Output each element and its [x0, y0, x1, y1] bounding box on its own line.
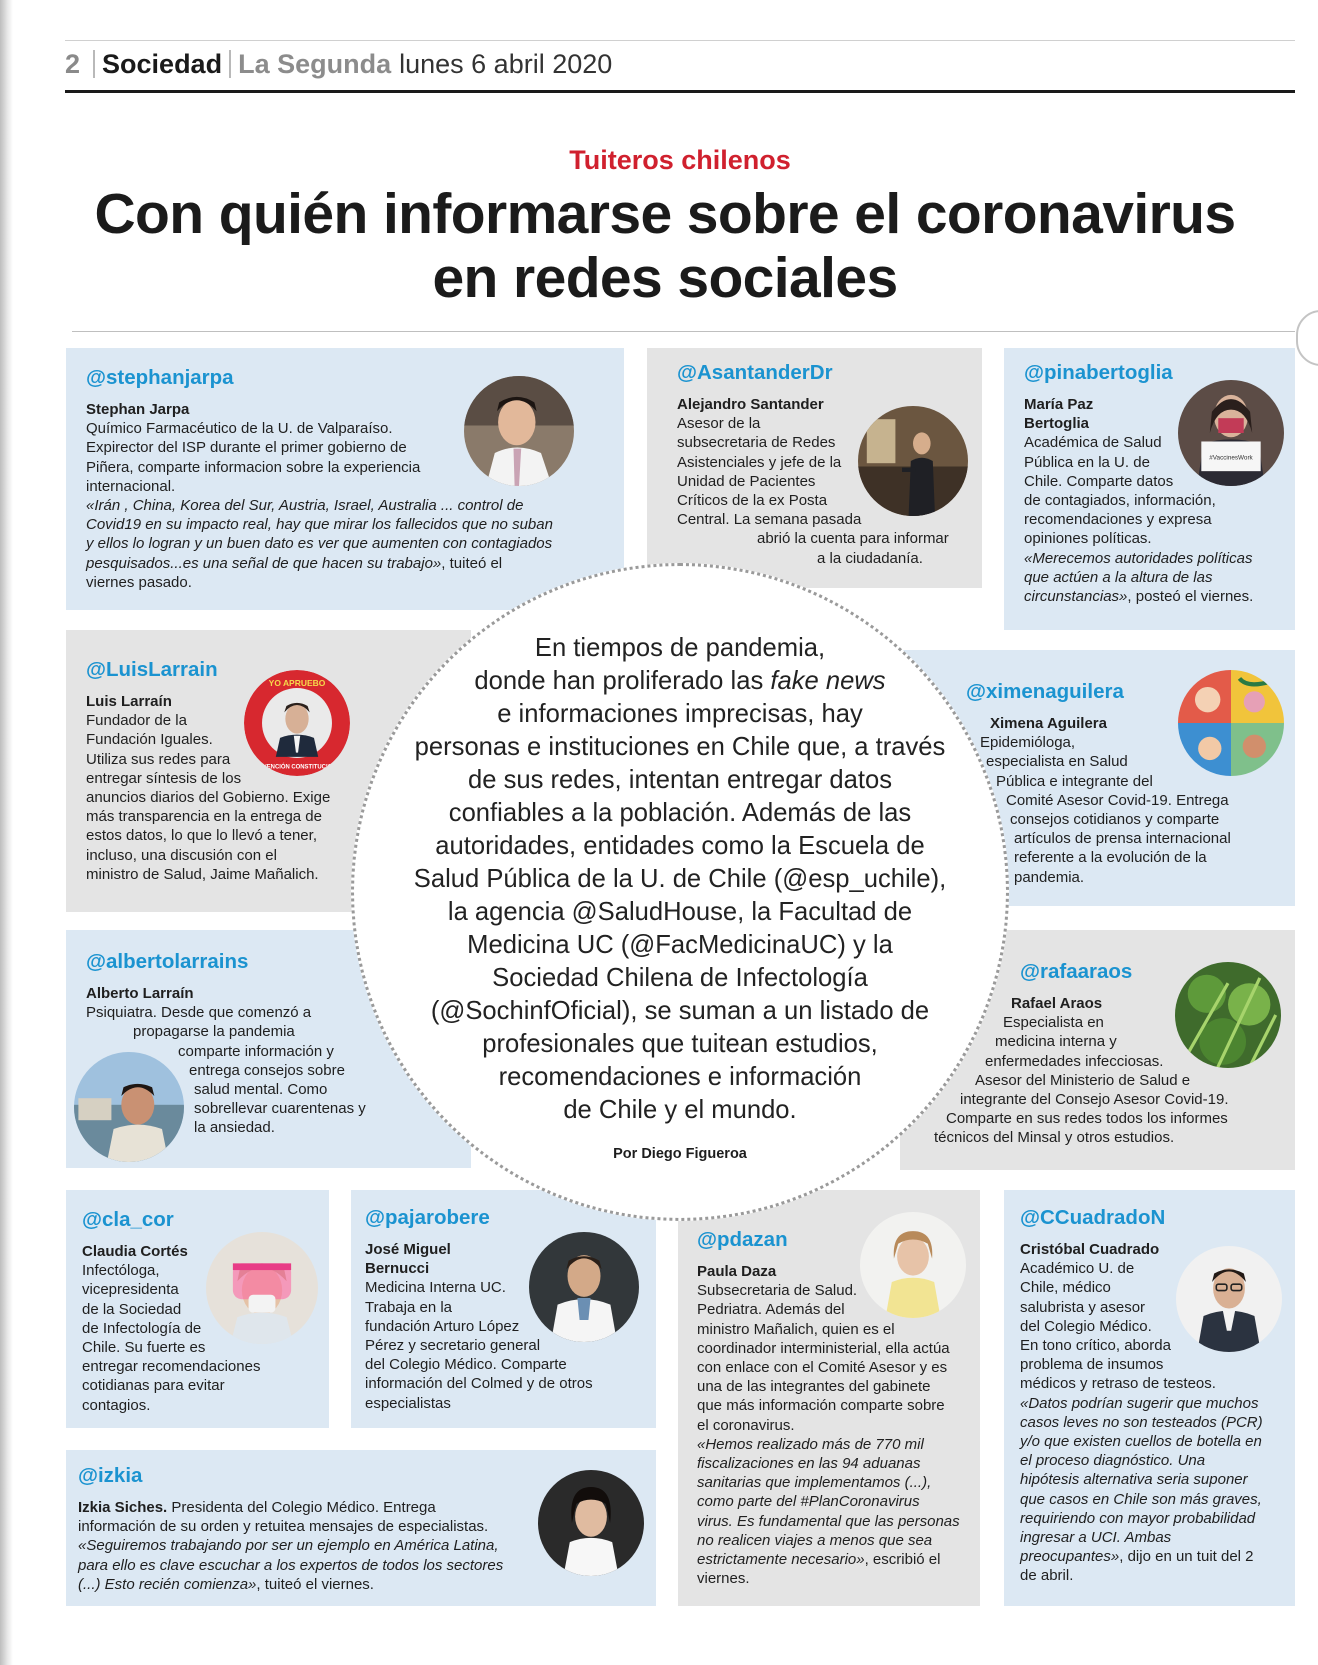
bio-line: pandemia. — [1014, 868, 1085, 886]
bio-line: enfermedades infecciosas. — [985, 1052, 1164, 1070]
quote-line: que actúen a la altura de las — [1024, 568, 1213, 586]
bio-line: Presidenta del Colegio Médico. Entrega — [167, 1499, 436, 1516]
bio-line: referente a la evolución de la — [1014, 849, 1207, 867]
headline-rule — [72, 331, 1295, 332]
bio-line: integrante del Consejo Asesor Covid-19. — [960, 1091, 1229, 1109]
bio-line: Pública e integrante del — [996, 772, 1153, 790]
avatar-pinabertoglia — [1178, 380, 1284, 486]
quote-line: virus. Es fundamental que las personas — [697, 1512, 960, 1530]
avatar-stephanjarpa — [464, 376, 574, 486]
avatar-albertolarrain — [74, 1052, 184, 1162]
intro-line: de sus redes, intentan entregar datos — [468, 766, 892, 794]
twitter-handle[interactable]: @ximenaguilera — [966, 680, 1124, 703]
profile-card-clacor — [66, 1190, 329, 1428]
bio-line: cotidianas para evitar — [82, 1377, 225, 1395]
person-name: Bernucci — [365, 1260, 430, 1278]
bio-line: Académica de Salud — [1024, 434, 1162, 452]
bio-line: Pérez y secretario general — [365, 1337, 541, 1355]
bio-line: Chile. Comparte datos — [1024, 472, 1174, 490]
avatar-luislarrain — [244, 670, 350, 776]
section-name: Sociedad — [102, 48, 223, 79]
quote-line: «Seguiremos trabajando por ser un ejemplo en América Latina, — [78, 1537, 499, 1555]
quote-attribution: , tuiteó el — [441, 554, 503, 572]
bio-line: Utiliza sus redes para — [86, 750, 231, 768]
profile-card-pajarobere — [351, 1190, 656, 1428]
twitter-handle[interactable]: @LuisLarrain — [86, 658, 218, 681]
bio-line: Químico Farmacéutico de la U. de Valparaíso. — [86, 420, 393, 438]
bio-line: entregar síntesis de los — [86, 769, 242, 787]
quote-line: fiscalizaciones en las 94 aduanas — [697, 1455, 921, 1473]
intro-line: confiables a la población. Además de las — [448, 799, 912, 827]
bio-line: más transparencia en la entrega de — [86, 808, 322, 826]
person-name: Cristóbal Cuadrado — [1020, 1241, 1160, 1258]
twitter-handle[interactable]: @pajarobere — [365, 1206, 490, 1229]
person-name: María Paz — [1024, 396, 1094, 413]
quote-line: preocupantes» — [1020, 1548, 1120, 1566]
bio-line: del Colegio Médico. — [1020, 1317, 1152, 1335]
quote-line: Covid19 en su impacto real, hay que mirar los fallecidos que no suban — [86, 516, 553, 534]
profile-card-stephanjarpa — [66, 348, 624, 610]
bio-line: ministro Mañalich, quien es el — [697, 1320, 895, 1338]
person-name: José Miguel — [365, 1241, 451, 1258]
bio-line: la ansiedad. — [194, 1119, 275, 1137]
profile-card-pdazan — [678, 1190, 980, 1606]
intro-line: Sociedad Chilena de Infectología — [492, 964, 868, 992]
twitter-handle[interactable]: @izkia — [78, 1464, 143, 1487]
quote-line: que casos en Chile son más graves, — [1020, 1490, 1262, 1508]
avatar-ximenaaguilera — [1178, 670, 1284, 776]
bio-line: medicina interna y — [995, 1033, 1117, 1051]
quote-line: y ellos lo logran y un buen dato es ver que aumenten con contagiados — [86, 535, 553, 553]
page-number: 2 — [65, 48, 81, 79]
quote-line: requiriendo con mayor probabilidad — [1020, 1509, 1256, 1527]
twitter-handle[interactable]: @stephanjarpa — [86, 366, 234, 389]
bio-line: especialista en Salud — [986, 753, 1128, 771]
twitter-handle[interactable]: @CCuadradoN — [1020, 1206, 1166, 1229]
intro-line: En tiempos de pandemia, — [534, 634, 826, 662]
bio-line: estos datos, lo que lo llevó a tener, — [86, 827, 317, 845]
avatar-asantander — [858, 406, 968, 516]
person-name: Stephan Jarpa — [86, 401, 190, 418]
newspaper-name: La Segunda — [238, 48, 392, 79]
bio-line: problema de insumos — [1020, 1356, 1164, 1374]
bio-line: una de las integrantes del gabinete — [697, 1378, 931, 1396]
masthead — [65, 44, 612, 84]
intro-line: autoridades, entidades como la Escuela de — [435, 832, 925, 860]
bio-line: Unidad de Pacientes — [677, 472, 816, 490]
bio-line: Especialista en — [1003, 1014, 1104, 1032]
bio-line: información de su orden y retuitea mensajes de especialistas. — [78, 1518, 489, 1536]
intro-line: e informaciones imprecisas, hay — [497, 700, 863, 728]
quote-attribution: , escribió el — [864, 1551, 941, 1569]
person-name: Ximena Aguilera — [990, 715, 1107, 732]
avatar-pajarobere — [529, 1232, 639, 1342]
masthead-divider — [229, 50, 231, 78]
bio-line: Fundador de la — [86, 712, 187, 730]
bio-line: viernes pasado. — [86, 573, 192, 591]
person-name: Rafael Araos — [1011, 995, 1103, 1012]
bio-line: Chile. Su fuerte es — [82, 1339, 206, 1357]
badge-text: YO APRUEBO — [268, 677, 326, 688]
bio-line: internacional. — [86, 477, 176, 495]
bio-line: que más información comparte sobre — [697, 1397, 945, 1415]
headline-line: Con quién informarse sobre el coronavirus — [94, 182, 1236, 246]
avatar-rafaaraos — [1175, 962, 1281, 1068]
bio-line: Pedriatra. Además del — [697, 1301, 845, 1319]
bio-line: abrió la cuenta para informar — [757, 530, 949, 548]
person-name: Paula Daza — [697, 1263, 777, 1280]
avatar-pdazan — [860, 1212, 966, 1318]
intro-line: (@SochinfOficial), se suman a un listado de — [430, 997, 930, 1025]
profile-card-izkia — [66, 1450, 656, 1606]
quote-line: pesquisados...es una señal de que hacen su trabajo» — [86, 554, 442, 572]
quote-line: sanitarias que implementamos (...), — [697, 1474, 932, 1492]
headline-line: en redes sociales — [432, 246, 898, 310]
bio-line: Central. La semana pasada — [677, 511, 862, 529]
bio-line: Académico U. de — [1020, 1260, 1135, 1278]
twitter-handle[interactable]: @AsantanderDr — [677, 361, 833, 384]
quote-line: casos leves no son testeados (PCR) — [1020, 1413, 1263, 1431]
bio-line: comparte información y — [178, 1042, 334, 1060]
quote-attribution: , tuiteó el viernes. — [256, 1575, 374, 1593]
bio-line: propagarse la pandemia — [133, 1023, 295, 1041]
intro-line: la agencia @SaludHouse, la Facultad de — [447, 898, 913, 926]
bio-line: Pública en la U. de — [1024, 453, 1150, 471]
bio-line: Subsecretaria de Salud. — [697, 1282, 858, 1300]
twitter-handle[interactable]: @pdazan — [697, 1228, 788, 1251]
badge-text: CONVENCIÓN CONSTITUCIONAL — [249, 764, 345, 771]
avatar-izkia — [538, 1470, 644, 1576]
avatar-clacor — [206, 1232, 318, 1344]
person-name: Alejandro Santander — [677, 396, 824, 413]
intro-line: Medicina UC (@FacMedicinaUC) y la — [467, 931, 893, 959]
twitter-handle[interactable]: @pinabertoglia — [1024, 361, 1173, 384]
quote-line: «Merecemos autoridades políticas — [1024, 549, 1253, 567]
quote-line: (...) Esto recién comienza» — [78, 1575, 257, 1593]
twitter-handle[interactable]: @rafaaraos — [1020, 960, 1133, 983]
bio-line: Fundación Iguales. — [86, 731, 213, 749]
quote-line: estrictamente necesario» — [697, 1551, 865, 1569]
person-name: Bertoglia — [1024, 415, 1090, 433]
quote-line: «Hemos realizado más de 770 mil — [697, 1435, 924, 1453]
bio-line: Comité Asesor Covid-19. Entrega — [1006, 791, 1229, 809]
bio-line: técnicos del Minsal y otros estudios. — [934, 1129, 1175, 1147]
bio-line: Piñera, comparte informacion sobre la experiencia — [86, 458, 421, 476]
bio-line: entrega consejos sobre — [189, 1061, 345, 1079]
bio-line: de contagiados, información, — [1024, 492, 1216, 510]
bio-line: entregar recomendaciones — [82, 1358, 261, 1376]
bio-line: fundación Arturo López — [365, 1317, 520, 1335]
bio-line: viernes. — [697, 1570, 750, 1588]
intro-text — [351, 632, 1009, 1127]
sign-text: #VaccinesWork — [1209, 454, 1253, 462]
profile-card-pinabertoglia — [1004, 348, 1295, 630]
bio-line: coordinador interministerial, ella actúa — [697, 1339, 950, 1357]
quote-line: el proceso diagnóstico. Una — [1020, 1452, 1206, 1470]
kicker: Tuiteros chilenos — [569, 145, 791, 175]
bio-line: de la Sociedad — [82, 1300, 182, 1318]
quote-attribution: , dijo en un tuit del 2 — [1119, 1548, 1254, 1566]
quote-line: hipótesis alternativa seria suponer — [1020, 1471, 1248, 1489]
bio-line: médicos y retraso de testeos. — [1020, 1375, 1216, 1393]
intro-line: donde han proliferado las — [474, 667, 771, 695]
person-name: Izkia Siches. — [78, 1499, 168, 1516]
bio-line: Comparte en sus redes todos los informes — [946, 1110, 1228, 1128]
bio-line: Epidemióloga, — [980, 734, 1076, 752]
bio-line: subsecretaria de Redes — [677, 434, 836, 452]
bio-line: información del Colmed y de otros — [365, 1375, 593, 1393]
bio-line: incluso, una discusión con el — [86, 846, 277, 864]
bio-line: el coronavirus. — [697, 1416, 795, 1434]
bio-line: salubrista y asesor — [1020, 1298, 1146, 1316]
bio-line: Medicina Interna UC. — [365, 1279, 506, 1297]
bio-line: opiniones políticas. — [1024, 530, 1152, 548]
quote-line: y/o que existen cuellos de botella en — [1020, 1433, 1262, 1451]
quote-line: como parte del #PlanCoronavirus — [697, 1493, 920, 1511]
intro-emphasis: fake news — [770, 667, 886, 695]
bio-line: especialistas — [365, 1394, 451, 1412]
headline — [0, 182, 1318, 310]
bio-line: Trabaja en la — [365, 1298, 452, 1316]
intro-line: recomendaciones e información — [498, 1063, 862, 1091]
bio-line: Críticos de la ex Posta — [677, 492, 828, 510]
quote-attribution: , posteó el viernes. — [1127, 588, 1254, 606]
quote-line: «Irán , China, Korea del Sur, Austria, Israel, Australia ... control de — [86, 497, 524, 515]
bio-line: Chile, médico — [1020, 1279, 1111, 1297]
bio-line: consejos cotidianos y comparte — [1010, 811, 1220, 829]
bio-line: recomendaciones y expresa — [1024, 511, 1212, 529]
masthead-divider — [93, 50, 95, 78]
bio-line: Infectóloga, — [82, 1262, 160, 1280]
bio-line: vicepresidenta — [82, 1281, 179, 1299]
bio-line: sobrellevar cuarentenas y — [194, 1100, 366, 1118]
bio-line: artículos de prensa internacional — [1014, 830, 1231, 848]
bio-line: de Infectología de — [82, 1319, 202, 1337]
bio-line: En tono crítico, aborda — [1020, 1337, 1171, 1355]
twitter-handle[interactable]: @albertolarrains — [86, 950, 249, 973]
bio-line: del Colegio Médico. Comparte — [365, 1356, 567, 1374]
bio-line: anuncios diarios del Gobierno. Exige — [86, 789, 331, 807]
person-name: Alberto Larraín — [86, 985, 194, 1002]
side-tab[interactable] — [1296, 310, 1318, 366]
quote-line: ingresar a UCI. Ambas — [1020, 1529, 1172, 1547]
quote-line: circunstancias» — [1024, 588, 1128, 606]
byline: Por Diego Figueroa — [613, 1146, 747, 1162]
twitter-handle[interactable]: @cla_cor — [82, 1208, 174, 1231]
masthead-rule — [65, 90, 1295, 93]
quote-line: para ello es clave escuchar a los expertos de todos los sectores — [78, 1556, 504, 1574]
intro-line: de Chile y el mundo. — [563, 1096, 797, 1124]
intro-line: personas e instituciones en Chile que, a través — [414, 733, 946, 761]
profile-card-asantander — [647, 348, 982, 588]
bio-line: Asesor del Ministerio de Salud e — [975, 1071, 1191, 1089]
bio-line: Asistenciales y jefe de la — [677, 453, 842, 471]
bio-line: a la ciudadanía. — [817, 549, 923, 567]
bio-line: Psiquiatra. Desde que comenzó a — [86, 1004, 312, 1022]
bio-line: Asesor de la — [677, 415, 761, 433]
bio-line: ministro de Salud, Jaime Mañalich. — [86, 865, 319, 883]
intro-line: profesionales que tuitean estudios, — [482, 1030, 878, 1058]
bio-line: de abril. — [1020, 1567, 1074, 1585]
person-name: Luis Larraín — [86, 693, 172, 710]
quote-line: no realicen viajes a menos que sea — [697, 1531, 933, 1549]
quote-line: «Datos podrían sugerir que muchos — [1020, 1394, 1259, 1412]
top-rule — [65, 40, 1295, 41]
intro-line: Salud Pública de la U. de Chile (@esp_uchile), — [413, 865, 947, 893]
issue-date: lunes 6 abril 2020 — [399, 48, 613, 79]
bio-line: salud mental. Como — [194, 1081, 328, 1099]
bio-line: con enlace con el Comité Asesor y es — [697, 1359, 948, 1377]
profile-card-ccuadrado — [1004, 1190, 1295, 1606]
bio-line: contagios. — [82, 1396, 151, 1414]
avatar-ccuadrado — [1176, 1246, 1282, 1352]
person-name: Claudia Cortés — [82, 1243, 188, 1260]
bio-line: Expirector del ISP durante el primer gobierno de — [86, 439, 407, 457]
